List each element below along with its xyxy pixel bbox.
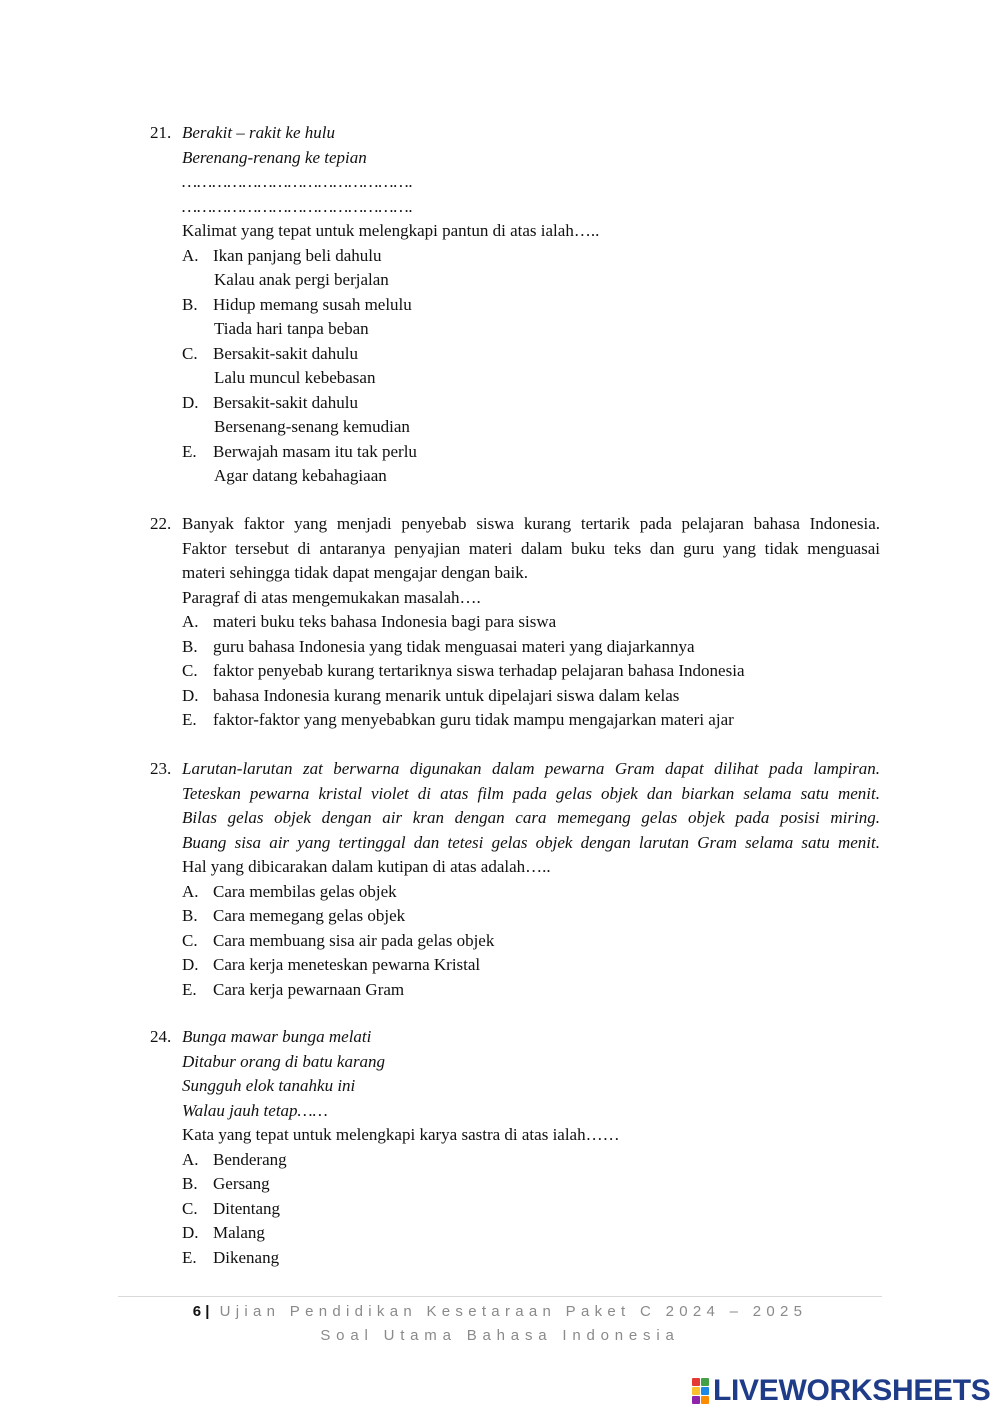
- paragraph-line: Faktor tersebut di antaranya penyajian materi dalam buku teks dan guru yang tidak menguasai: [182, 538, 880, 558]
- question-prompt: Paragraf di atas mengemukakan masalah….: [182, 587, 481, 607]
- logo-square: [692, 1387, 700, 1395]
- option-letter: C.: [182, 930, 198, 950]
- option-text: Cara kerja meneteskan pewarna Kristal: [213, 955, 481, 974]
- option-c[interactable]: [182, 659, 880, 684]
- logo-square: [701, 1396, 709, 1404]
- option-d[interactable]: [182, 1221, 880, 1246]
- footer-separator: |: [205, 1303, 210, 1320]
- option-text: Kalau anak pergi berjalan: [214, 270, 389, 289]
- option-b[interactable]: [182, 1172, 880, 1197]
- stem-line: Sungguh elok tanahku ini: [182, 1076, 356, 1095]
- question-prompt: Kata yang tepat untuk melengkapi karya sastra di atas ialah……: [182, 1125, 620, 1144]
- option-text: faktor penyebab kurang tertariknya siswa terhadap pelajaran bahasa Indonesia: [213, 661, 745, 680]
- page-footer: [0, 1300, 1000, 1325]
- option-e[interactable]: [182, 978, 880, 1003]
- option-text: Cara memegang gelas objek: [213, 906, 406, 925]
- stem-line: Ditabur orang di batu karang: [182, 1051, 386, 1071]
- option-letter: D.: [182, 955, 199, 974]
- stem-line: Walau jauh tetap……: [182, 1100, 328, 1120]
- option-text: Bersakit-sakit dahulu: [213, 343, 358, 363]
- option-text: Cara kerja pewarnaan Gram: [213, 979, 405, 999]
- option-letter: A.: [182, 245, 199, 265]
- paragraph-line: Buang sisa air yang tertinggal dan tetesi gelas objek dengan larutan Gram selama satu menit.: [182, 832, 880, 852]
- question-23: [150, 757, 880, 1002]
- logo-square: [701, 1387, 709, 1395]
- question-21: [150, 121, 880, 489]
- brand-name: LIVEWORKSHEETS: [713, 1373, 991, 1407]
- option-a[interactable]: [182, 610, 880, 635]
- question-prompt: Hal yang dibicarakan dalam kutipan di atas adalah…..: [182, 857, 551, 876]
- option-text: Cara membilas gelas objek: [213, 881, 397, 901]
- paragraph-line: Teteskan pewarna kristal violet di atas film pada gelas objek dan biarkan selama satu menit.: [182, 783, 880, 803]
- option-text: Berwajah masam itu tak perlu: [213, 441, 417, 461]
- option-text: Dikenang: [213, 1247, 280, 1267]
- option-text: bahasa Indonesia kurang menarik untuk dipelajari siswa dalam kelas: [213, 685, 680, 705]
- option-text: Cara membuang sisa air pada gelas objek: [213, 930, 495, 950]
- option-text: Tiada hari tanpa beban: [214, 319, 369, 338]
- option-letter: E.: [182, 710, 197, 729]
- option-letter: B.: [182, 294, 198, 314]
- question-22: [150, 512, 880, 733]
- option-b[interactable]: [182, 904, 880, 929]
- liveworksheets-logo-icon: [692, 1378, 709, 1404]
- option-letter: A.: [182, 881, 199, 901]
- option-a[interactable]: [182, 880, 880, 905]
- footer-divider: [118, 1296, 882, 1297]
- option-letter: D.: [182, 392, 199, 412]
- option-c[interactable]: [182, 1197, 880, 1222]
- option-d[interactable]: [182, 391, 880, 440]
- question-number: 23.: [150, 759, 172, 778]
- option-a[interactable]: [182, 1148, 880, 1173]
- option-d[interactable]: [182, 684, 880, 709]
- option-b[interactable]: [182, 293, 880, 342]
- option-letter: C.: [182, 1198, 198, 1218]
- paragraph-line: Larutan-larutan zat berwarna digunakan dalam pewarna Gram dapat dilihat pada lampiran.: [182, 759, 880, 778]
- stem-line: Berakit – rakit ke hulu: [182, 123, 335, 142]
- footer-subtitle: Soal Utama Bahasa Indonesia: [320, 1327, 680, 1344]
- option-letter: B.: [182, 636, 198, 656]
- option-text: Bersakit-sakit dahulu: [213, 392, 358, 412]
- option-text: Lalu muncul kebebasan: [214, 368, 376, 387]
- option-text: guru bahasa Indonesia yang tidak menguasai materi yang diajarkannya: [213, 636, 695, 656]
- option-b[interactable]: [182, 635, 880, 660]
- option-text: Gersang: [213, 1174, 270, 1193]
- option-text: Hidup memang susah melulu: [213, 294, 412, 314]
- question-number: 22.: [150, 514, 172, 533]
- paragraph-line: Banyak faktor yang menjadi penyebab siswa kurang tertarik pada pelajaran bahasa Indonesia.: [182, 514, 880, 533]
- option-text: Agar datang kebahagiaan: [214, 466, 387, 485]
- question-prompt: Kalimat yang tepat untuk melengkapi pantun di atas ialah…..: [182, 221, 600, 240]
- stem-line: ……………………………………….: [182, 196, 413, 216]
- option-e[interactable]: [182, 708, 880, 733]
- option-text: Malang: [213, 1223, 265, 1242]
- liveworksheets-logo: [692, 1374, 991, 1408]
- option-letter: B.: [182, 1174, 198, 1193]
- question-number: 24.: [150, 1027, 172, 1046]
- stem-line: Bunga mawar bunga melati: [182, 1027, 372, 1046]
- option-e[interactable]: [182, 440, 880, 489]
- option-letter: E.: [182, 979, 197, 999]
- option-c[interactable]: [182, 929, 880, 954]
- option-d[interactable]: [182, 953, 880, 978]
- option-letter: E.: [182, 1247, 197, 1267]
- paragraph-line: materi sehingga tidak dapat mengajar dengan baik.: [182, 563, 529, 582]
- logo-square: [692, 1396, 700, 1404]
- option-letter: A.: [182, 1149, 199, 1169]
- logo-square: [701, 1378, 709, 1386]
- stem-line: Berenang-renang ke tepian: [182, 147, 367, 167]
- option-letter: C.: [182, 661, 198, 680]
- option-letter: A.: [182, 612, 199, 631]
- question-24: [150, 1025, 880, 1270]
- option-a[interactable]: [182, 244, 880, 293]
- option-letter: D.: [182, 1223, 199, 1242]
- stem-line: ……………………………………….: [182, 172, 413, 191]
- option-letter: D.: [182, 685, 199, 705]
- footer-title: Ujian Pendidikan Kesetaraan Paket C 2024 – 2025: [219, 1303, 808, 1320]
- option-e[interactable]: [182, 1246, 880, 1271]
- option-text: Ikan panjang beli dahulu: [213, 245, 382, 265]
- option-letter: B.: [182, 906, 198, 925]
- page-number: 6: [192, 1303, 202, 1320]
- option-text: Benderang: [213, 1149, 287, 1169]
- logo-square: [692, 1378, 700, 1386]
- option-letter: C.: [182, 343, 198, 363]
- paragraph-line: Bilas gelas objek dengan air kran dengan cara memegang gelas objek pada posisi miring.: [182, 808, 880, 827]
- option-letter: E.: [182, 441, 197, 461]
- option-c[interactable]: [182, 342, 880, 391]
- option-text: Ditentang: [213, 1198, 281, 1218]
- option-text: Bersenang-senang kemudian: [214, 417, 410, 436]
- option-text: materi buku teks bahasa Indonesia bagi para siswa: [213, 612, 557, 631]
- option-text: faktor-faktor yang menyebabkan guru tidak mampu mengajarkan materi ajar: [213, 710, 734, 729]
- question-number: 21.: [150, 123, 172, 142]
